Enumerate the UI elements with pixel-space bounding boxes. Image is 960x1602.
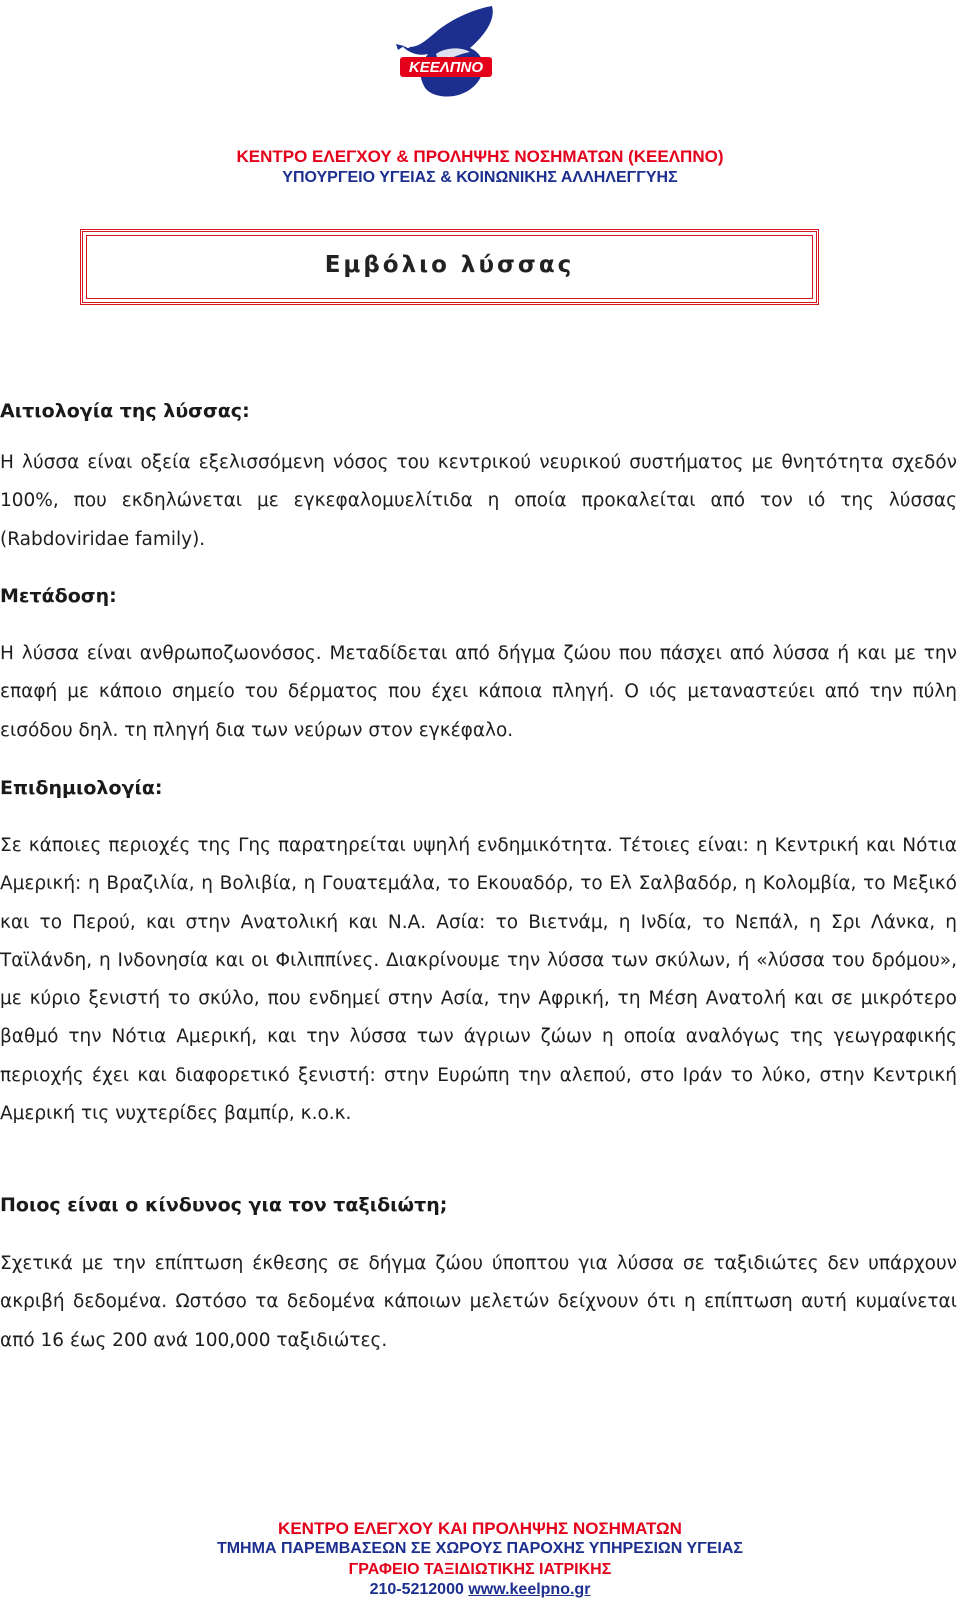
transmission-text: Η λύσσα είναι ανθρωποζωονόσος. Μεταδίδεται από δήγμα ζώου που πάσχει από λύσσα ή και με την επαφή με κάποιο σημείο του δέρματος που έχει κάποια πληγή. Ο ιός μεταναστεύει από την πύλη εισόδου δηλ. τη πληγή δια των νεύρων στον εγκέφαλο. — [0, 643, 957, 741]
footer-office: ΓΡΑΦΕΙΟ ΤΑΞΙΔΙΩΤΙΚΗΣ ΙΑΤΡΙΚΗΣ — [348, 1561, 612, 1578]
dove-logo-icon — [374, 0, 512, 112]
footer-website-link[interactable]: www.keelpno.gr — [468, 1581, 591, 1598]
ministry-name: ΥΠΟΥΡΓΕΙΟ ΥΓΕΙΑΣ & ΚΟΙΝΩΝΙΚΗΣ ΑΛΛΗΛΕΓΓΥΗΣ — [282, 169, 678, 186]
transmission-heading: Μετάδοση: — [0, 585, 117, 607]
etiology-text: Η λύσσα είναι οξεία εξελισσόμενη νόσος του κεντρικού νευρικού συστήματος με θνητότητα σχεδόν 100%, που εκδηλώνεται με εγκεφαλομυελίτιδα η οποία προκαλείται από τον ιό της λύσσας (Rabdoviridae family). — [0, 452, 957, 550]
footer-contact — [0, 1581, 960, 1599]
etiology-heading: Αιτιολογία της λύσσας: — [0, 400, 250, 422]
org-name: ΚΕΝΤΡΟ ΕΛΕΓΧΟΥ & ΠΡΟΛΗΨΗΣ ΝΟΣΗΜΑΤΩΝ (ΚΕΕΛΠΝΟ) — [236, 147, 724, 166]
footer-org: ΚΕΝΤΡΟ ΕΛΕΓΧΟΥ ΚΑΙ ΠΡΟΛΗΨΗΣ ΝΟΣΗΜΑΤΩΝ — [278, 1519, 682, 1538]
title-box — [80, 229, 819, 305]
footer-phone: 210-5212000 — [369, 1581, 464, 1598]
risk-heading: Ποιος είναι ο κίνδυνος για τον ταξιδιώτη; — [0, 1194, 448, 1216]
logo-text: ΚΕΕΛΠΝΟ — [408, 59, 484, 76]
keelpno-logo — [374, 0, 512, 112]
risk-text: Σχετικά με την επίπτωση έκθεσης σε δήγμα ζώου ύποπτου για λύσσα σε ταξιδιώτες δεν υπάρχουν ακριβή δεδομένα. Ωστόσο τα δεδομένα κάποιων μελετών δείχνουν ότι η επίπτωση αυτή κυμαίνεται από 16 έως 200 ανά 100,000 ταξιδιώτες. — [0, 1253, 957, 1351]
footer-department: ΤΜΗΜΑ ΠΑΡΕΜΒΑΣΕΩΝ ΣΕ ΧΩΡΟΥΣ ΠΑΡΟΧΗΣ ΥΠΗΡΕΣΙΩΝ ΥΓΕΙΑΣ — [216, 1540, 744, 1557]
epidemiology-text: Σε κάποιες περιοχές της Γης παρατηρείται υψηλή ενδημικότητα. Τέτοιες είναι: η Κεντρική και Νότια Αμερική: η Βραζιλία, η Βολιβία, η Γουατεμάλα, το Εκουαδόρ, το Ελ Σαλβαδόρ, η Κολομβία, το Μεξικό και το Περού, και στην Ανατολική και Ν.Α. Ασία: το Βιετνάμ, η Ινδία, το Νεπάλ, η Σρι Λάνκα, η Ταϊλάνδη, η Ινδονησία και οι Φιλιππίνες. Διακρίνουμε την λύσσα των σκύλων, ή «λύσσα του δρόμου», με κύριο ξενιστή το σκύλο, που ενδημεί στην Ασία, την Αφρική, τη Μέση Ανατολή και σε μικρότερο βαθμό την Νότια Αμερική, και την λύσσα των άγριων ζώων η οποία αναλόγως της γεωγραφικής περιοχής έχει και διαφορετικό ξενιστή: στην Ευρώπη την αλεπού, στο Ιράν το λύκο, στην Κεντρική Αμερική τις νυχτερίδες βαμπίρ, κ.ο.κ. — [0, 835, 957, 1125]
page-title: Εμβόλιο λύσσας — [324, 252, 575, 278]
epidemiology-heading: Επιδημιολογία: — [0, 777, 163, 799]
